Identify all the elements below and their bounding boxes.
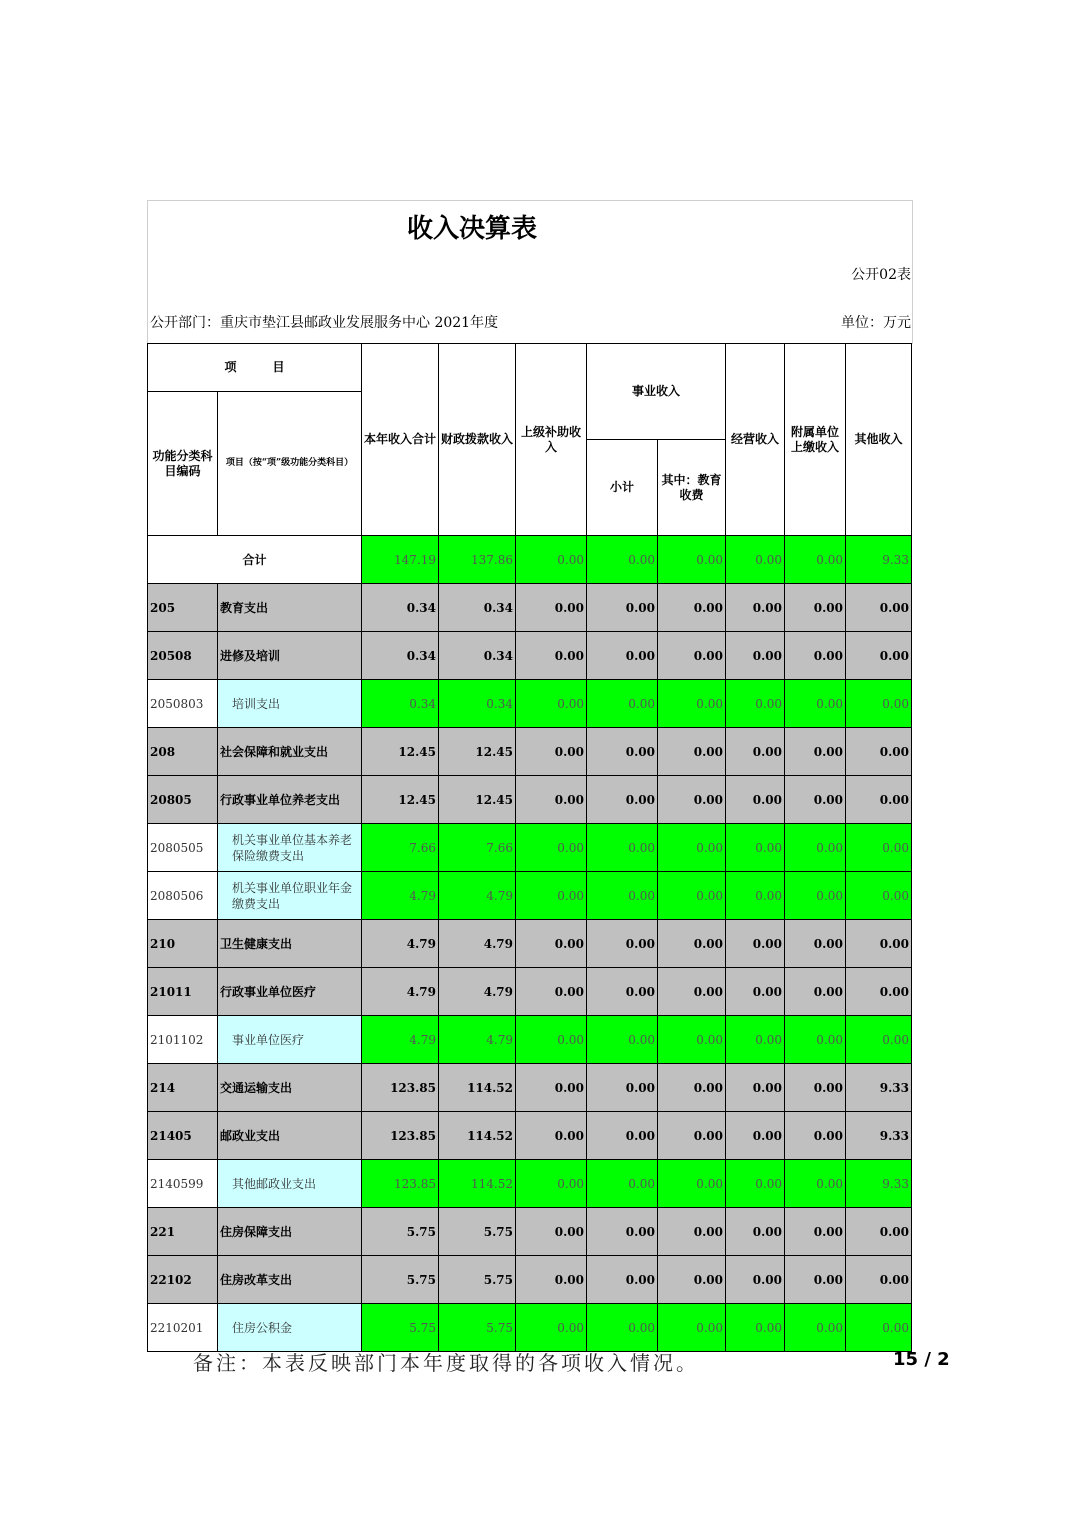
header-affiliate: 附属单位上缴收入 xyxy=(785,344,846,536)
row-value: 0.00 xyxy=(785,1112,846,1160)
row-value: 0.00 xyxy=(785,1208,846,1256)
row-code: 208 xyxy=(148,728,218,776)
row-code: 214 xyxy=(148,1064,218,1112)
header-name: 项目（按“项”级功能分类科目） xyxy=(218,392,362,536)
row-value: 0.00 xyxy=(658,824,726,872)
row-value: 0.00 xyxy=(658,1304,726,1352)
row-name: 进修及培训 xyxy=(218,632,362,680)
row-value: 0.34 xyxy=(439,584,516,632)
row-value: 4.79 xyxy=(362,920,439,968)
row-value: 0.00 xyxy=(658,584,726,632)
total-cell: 0.00 xyxy=(726,536,785,584)
total-cell: 137.86 xyxy=(439,536,516,584)
row-value: 9.33 xyxy=(846,1160,912,1208)
row-code: 205 xyxy=(148,584,218,632)
row-value: 0.00 xyxy=(726,728,785,776)
row-value: 0.00 xyxy=(658,968,726,1016)
header-item: 项 目 xyxy=(148,344,362,392)
table-row xyxy=(148,1160,912,1208)
row-value: 0.00 xyxy=(785,1160,846,1208)
unit-label: 单位：万元 xyxy=(841,315,911,331)
row-value: 0.00 xyxy=(516,968,587,1016)
row-value: 0.00 xyxy=(846,872,912,920)
row-name: 住房改革支出 xyxy=(218,1256,362,1304)
row-value: 0.00 xyxy=(726,1160,785,1208)
row-value: 0.00 xyxy=(516,1304,587,1352)
row-value: 0.00 xyxy=(785,1064,846,1112)
table-row xyxy=(148,1256,912,1304)
row-code: 221 xyxy=(148,1208,218,1256)
row-value: 0.00 xyxy=(726,968,785,1016)
row-value: 0.00 xyxy=(658,680,726,728)
row-value: 0.00 xyxy=(658,920,726,968)
row-value: 0.00 xyxy=(587,1208,658,1256)
row-value: 114.52 xyxy=(439,1112,516,1160)
row-name: 卫生健康支出 xyxy=(218,920,362,968)
row-name: 机关事业单位职业年金缴费支出 xyxy=(218,872,362,920)
table-row xyxy=(148,728,912,776)
row-value: 0.00 xyxy=(785,1256,846,1304)
page-number: 15 / 2 xyxy=(893,1349,950,1370)
row-value: 114.52 xyxy=(439,1064,516,1112)
header-code: 功能分类科目编码 xyxy=(148,392,218,536)
row-value: 12.45 xyxy=(439,728,516,776)
row-value: 0.00 xyxy=(785,632,846,680)
row-value: 0.00 xyxy=(726,776,785,824)
row-value: 9.33 xyxy=(846,1112,912,1160)
row-code: 2080505 xyxy=(148,824,218,872)
row-value: 5.75 xyxy=(362,1256,439,1304)
row-value: 0.00 xyxy=(516,1160,587,1208)
row-value: 0.00 xyxy=(785,824,846,872)
row-code: 20805 xyxy=(148,776,218,824)
row-name: 住房保障支出 xyxy=(218,1208,362,1256)
row-value: 0.00 xyxy=(587,920,658,968)
row-value: 0.00 xyxy=(658,728,726,776)
row-name: 交通运输支出 xyxy=(218,1064,362,1112)
table-row xyxy=(148,680,912,728)
row-value: 0.00 xyxy=(658,872,726,920)
footnote: 备注：本表反映部门本年度取得的各项收入情况。 xyxy=(193,1351,699,1375)
row-value: 0.00 xyxy=(846,584,912,632)
row-value: 0.00 xyxy=(726,632,785,680)
row-value: 0.00 xyxy=(726,680,785,728)
table-row xyxy=(148,824,912,872)
row-value: 0.00 xyxy=(726,584,785,632)
row-value: 0.00 xyxy=(726,1016,785,1064)
row-value: 0.00 xyxy=(658,1064,726,1112)
row-value: 0.00 xyxy=(516,1112,587,1160)
row-value: 0.00 xyxy=(846,632,912,680)
row-code: 20508 xyxy=(148,632,218,680)
row-value: 0.00 xyxy=(516,1016,587,1064)
row-code: 2080506 xyxy=(148,872,218,920)
row-value: 0.00 xyxy=(587,1112,658,1160)
row-value: 0.00 xyxy=(516,728,587,776)
row-value: 0.00 xyxy=(516,920,587,968)
header-operating: 经营收入 xyxy=(726,344,785,536)
row-code: 2101102 xyxy=(148,1016,218,1064)
row-value: 0.00 xyxy=(658,1256,726,1304)
row-value: 0.00 xyxy=(516,680,587,728)
row-value: 5.75 xyxy=(439,1256,516,1304)
row-value: 4.79 xyxy=(439,920,516,968)
row-value: 0.34 xyxy=(439,680,516,728)
row-value: 0.00 xyxy=(587,824,658,872)
row-value: 0.00 xyxy=(785,728,846,776)
row-value: 0.00 xyxy=(726,1304,785,1352)
row-code: 210 xyxy=(148,920,218,968)
row-value: 5.75 xyxy=(439,1304,516,1352)
row-value: 0.00 xyxy=(785,1016,846,1064)
table-row xyxy=(148,632,912,680)
table-row xyxy=(148,1304,912,1352)
row-value: 0.00 xyxy=(846,776,912,824)
row-value: 12.45 xyxy=(439,776,516,824)
row-value: 0.00 xyxy=(587,1304,658,1352)
total-row xyxy=(148,536,912,584)
row-value: 0.00 xyxy=(785,680,846,728)
row-value: 0.00 xyxy=(658,1208,726,1256)
row-value: 0.00 xyxy=(587,728,658,776)
row-value: 0.00 xyxy=(516,1256,587,1304)
row-value: 0.00 xyxy=(726,920,785,968)
row-value: 0.00 xyxy=(846,920,912,968)
row-value: 0.34 xyxy=(439,632,516,680)
row-code: 2140599 xyxy=(148,1160,218,1208)
row-value: 0.00 xyxy=(726,824,785,872)
row-value: 0.00 xyxy=(587,968,658,1016)
row-value: 0.00 xyxy=(587,1160,658,1208)
row-value: 0.00 xyxy=(785,872,846,920)
row-name: 社会保障和就业支出 xyxy=(218,728,362,776)
header-other: 其他收入 xyxy=(846,344,912,536)
row-value: 4.79 xyxy=(439,968,516,1016)
header-subtotal: 小计 xyxy=(587,440,658,536)
row-value: 4.79 xyxy=(362,968,439,1016)
row-name: 行政事业单位医疗 xyxy=(218,968,362,1016)
row-value: 0.00 xyxy=(846,1016,912,1064)
row-value: 4.79 xyxy=(362,1016,439,1064)
row-name: 机关事业单位基本养老保险缴费支出 xyxy=(218,824,362,872)
row-code: 2050803 xyxy=(148,680,218,728)
row-value: 0.00 xyxy=(587,872,658,920)
row-value: 4.79 xyxy=(362,872,439,920)
table-row xyxy=(148,1064,912,1112)
row-value: 0.00 xyxy=(726,1208,785,1256)
row-value: 0.00 xyxy=(587,680,658,728)
table-row xyxy=(148,920,912,968)
form-number: 公开02表 xyxy=(851,267,911,283)
row-value: 0.00 xyxy=(516,776,587,824)
total-cell: 0.00 xyxy=(658,536,726,584)
row-value: 0.00 xyxy=(658,1160,726,1208)
row-value: 0.00 xyxy=(846,968,912,1016)
row-value: 0.00 xyxy=(658,776,726,824)
header-fiscal: 财政拨款收入 xyxy=(439,344,516,536)
row-value: 0.00 xyxy=(846,680,912,728)
row-value: 0.00 xyxy=(516,632,587,680)
header-business: 事业收入 xyxy=(587,344,726,440)
row-value: 0.00 xyxy=(846,1304,912,1352)
row-value: 0.34 xyxy=(362,632,439,680)
row-value: 12.45 xyxy=(362,728,439,776)
row-name: 事业单位医疗 xyxy=(218,1016,362,1064)
table-row xyxy=(148,776,912,824)
row-value: 12.45 xyxy=(362,776,439,824)
row-value: 0.00 xyxy=(516,584,587,632)
total-cell: 0.00 xyxy=(516,536,587,584)
row-value: 0.00 xyxy=(587,1064,658,1112)
row-value: 0.00 xyxy=(785,920,846,968)
row-name: 邮政业支出 xyxy=(218,1112,362,1160)
total-cell: 0.00 xyxy=(785,536,846,584)
row-value: 0.00 xyxy=(516,824,587,872)
row-value: 123.85 xyxy=(362,1112,439,1160)
row-value: 0.00 xyxy=(658,1112,726,1160)
row-value: 0.34 xyxy=(362,584,439,632)
page-title: 收入决算表 xyxy=(407,214,538,244)
row-value: 9.33 xyxy=(846,1064,912,1112)
header-edu-fee: 其中：教育收费 xyxy=(658,440,726,536)
row-value: 0.00 xyxy=(785,1304,846,1352)
row-value: 5.75 xyxy=(439,1208,516,1256)
row-value: 0.00 xyxy=(726,872,785,920)
row-name: 其他邮政业支出 xyxy=(218,1160,362,1208)
income-table xyxy=(147,343,912,1352)
row-name: 行政事业单位养老支出 xyxy=(218,776,362,824)
table-row xyxy=(148,1016,912,1064)
row-value: 0.00 xyxy=(785,776,846,824)
total-cell: 0.00 xyxy=(587,536,658,584)
table-row xyxy=(148,584,912,632)
row-value: 0.00 xyxy=(846,1256,912,1304)
table-row xyxy=(148,1112,912,1160)
row-value: 0.00 xyxy=(516,1064,587,1112)
row-value: 0.00 xyxy=(785,968,846,1016)
row-value: 123.85 xyxy=(362,1160,439,1208)
row-value: 5.75 xyxy=(362,1304,439,1352)
row-value: 0.00 xyxy=(726,1064,785,1112)
row-value: 0.00 xyxy=(726,1112,785,1160)
row-value: 0.00 xyxy=(587,776,658,824)
row-code: 21405 xyxy=(148,1112,218,1160)
row-name: 住房公积金 xyxy=(218,1304,362,1352)
row-value: 0.00 xyxy=(587,584,658,632)
row-code: 2210201 xyxy=(148,1304,218,1352)
department-label: 公开部门：重庆市垫江县邮政业发展服务中心 2021年度 xyxy=(150,315,499,331)
total-cell: 147.19 xyxy=(362,536,439,584)
row-value: 0.00 xyxy=(587,1016,658,1064)
table-row xyxy=(148,872,912,920)
total-label: 合计 xyxy=(148,536,362,584)
row-value: 0.00 xyxy=(846,728,912,776)
table-row xyxy=(148,1208,912,1256)
row-name: 教育支出 xyxy=(218,584,362,632)
row-value: 114.52 xyxy=(439,1160,516,1208)
total-cell: 9.33 xyxy=(846,536,912,584)
row-value: 123.85 xyxy=(362,1064,439,1112)
row-value: 0.00 xyxy=(516,872,587,920)
header-superior: 上级补助收入 xyxy=(516,344,587,536)
row-value: 0.00 xyxy=(846,1208,912,1256)
row-code: 21011 xyxy=(148,968,218,1016)
row-value: 0.00 xyxy=(516,1208,587,1256)
header-total: 本年收入合计 xyxy=(362,344,439,536)
row-value: 0.00 xyxy=(846,824,912,872)
row-value: 4.79 xyxy=(439,1016,516,1064)
row-value: 0.00 xyxy=(785,584,846,632)
row-value: 0.00 xyxy=(726,1256,785,1304)
row-value: 0.34 xyxy=(362,680,439,728)
row-code: 22102 xyxy=(148,1256,218,1304)
row-value: 7.66 xyxy=(362,824,439,872)
row-value: 0.00 xyxy=(658,632,726,680)
row-value: 0.00 xyxy=(587,1256,658,1304)
row-value: 0.00 xyxy=(587,632,658,680)
row-value: 5.75 xyxy=(362,1208,439,1256)
row-value: 0.00 xyxy=(658,1016,726,1064)
row-value: 7.66 xyxy=(439,824,516,872)
row-value: 4.79 xyxy=(439,872,516,920)
table-row xyxy=(148,968,912,1016)
row-name: 培训支出 xyxy=(218,680,362,728)
